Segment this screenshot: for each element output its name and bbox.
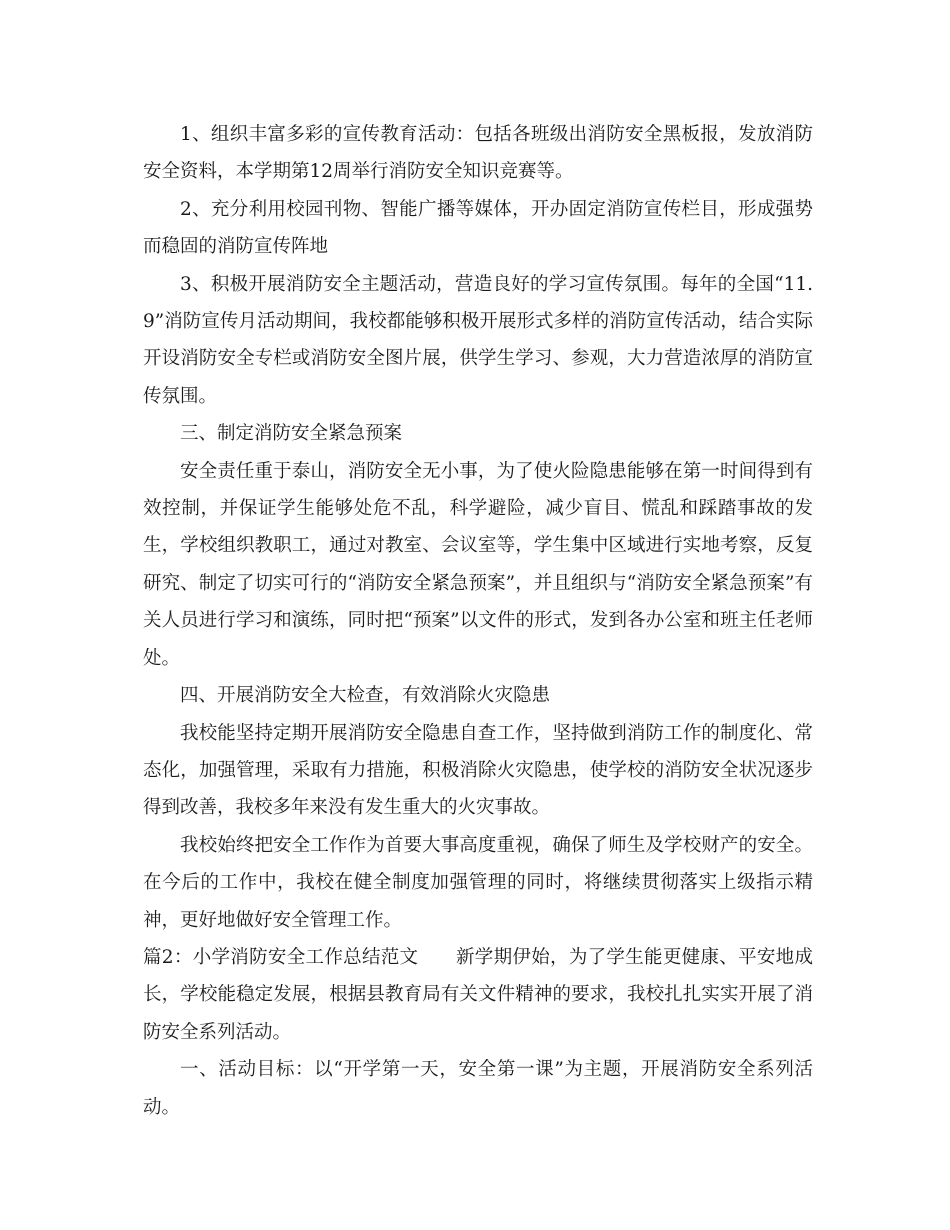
document-body: [143, 116, 813, 1126]
paragraph-2: 2、充分利用校园刊物、智能广播等媒体，开办固定消防宣传栏目，形成强势而稳固的消防宣传阵地: [143, 198, 813, 258]
paragraph-5: 安全责任重于泰山，消防安全无小事，为了使火险隐患能够在第一时间得到有效控制，并保证学生能够处危不乱，科学避险，减少盲目、慌乱和踩踏事故的发生，学校组织教职工，通过对教室、会议室等，学生集中区域进行实地考察，反复研究、制定了切实可行的“消防安全紧急预案”，并且组织与“消防安全紧急预案”有关人员进行学习和演练，同时把“预案”以文件的形式，发到各办公室和班主任老师处。: [143, 460, 813, 669]
paragraph-9: 篇2：小学消防安全工作总结范文 新学期伊始，为了学生能更健康、平安地成长，学校能稳定发展，根据县教育局有关文件精神的要求，我校扎扎实实开展了消防安全系列活动。: [143, 946, 813, 1043]
paragraph-8: 我校始终把安全工作作为首要大事高度重视，确保了师生及学校财产的安全。在今后的工作中，我校在健全制度加强管理的同时，将继续贯彻落实上级指示精神，更好地做好安全管理工作。: [143, 834, 813, 931]
paragraph-7: 我校能坚持定期开展消防安全隐患自查工作，坚持做到消防工作的制度化、常态化，加强管理，采取有力措施，积极消除火灾隐患，使学校的消防安全状况逐步得到改善，我校多年来没有发生重大的火灾事故。: [143, 722, 813, 819]
paragraph-10: 一、活动目标：以“开学第一天，安全第一课”为主题，开展消防安全系列活动。: [143, 1059, 813, 1118]
section-heading-3: 三、制定消防安全紧急预案: [180, 423, 403, 445]
paragraph-1: 1、组织丰富多彩的宣传教育活动：包括各班级出消防安全黑板报，发放消防安全资料，本学期第12周举行消防安全知识竞赛等。: [143, 124, 813, 183]
paragraph-3: 3、积极开展消防安全主题活动，营造良好的学习宣传氛围。每年的全国“11.9”消防宣传月活动期间，我校都能够积极开展形式多样的消防宣传活动，结合实际开设消防安全专栏或消防安全图片展，供学生学习、参观，大力营造浓厚的消防宣传氛围。: [143, 273, 813, 407]
section-heading-4: 四、开展消防安全大检查，有效消除火灾隐患: [180, 685, 551, 707]
